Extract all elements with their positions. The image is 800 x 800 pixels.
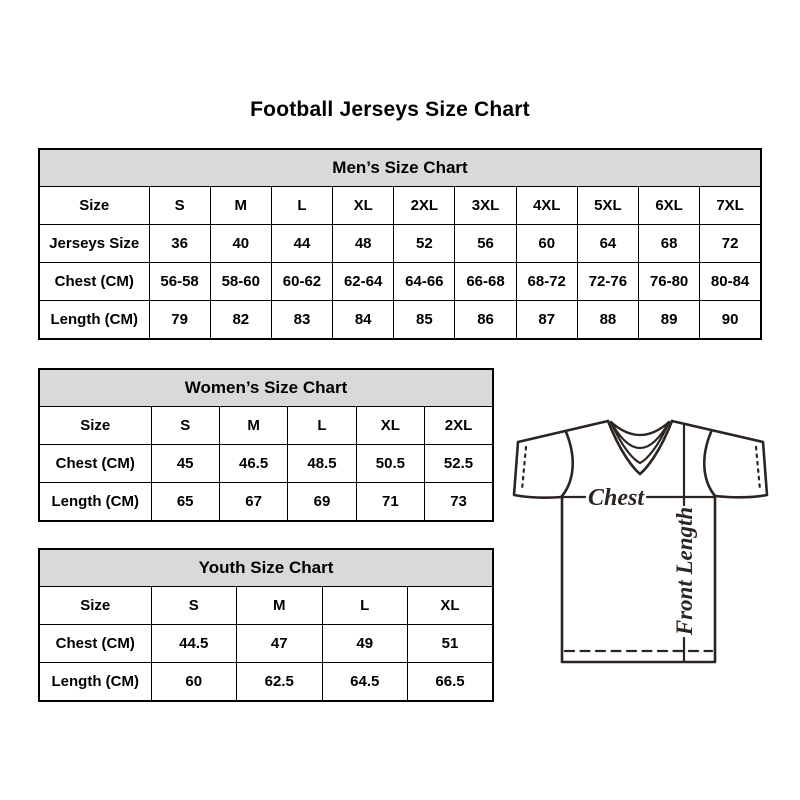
- table-cell: 60: [516, 225, 577, 263]
- row-label: Length (CM): [39, 663, 151, 702]
- table-cell: 60: [151, 663, 237, 702]
- jersey-left-armhole-seam: [562, 432, 573, 496]
- table-row: [39, 483, 493, 522]
- front-length-label: Front Length: [672, 506, 697, 636]
- table-cell: 72-76: [577, 263, 638, 301]
- table-cell: 56-58: [149, 263, 210, 301]
- row-label: Length (CM): [39, 301, 149, 340]
- row-label: Chest (CM): [39, 445, 151, 483]
- row-label: Size: [39, 407, 151, 445]
- cuff-dotted-line-left: [522, 447, 526, 490]
- table-title: Youth Size Chart: [39, 549, 493, 587]
- table-cell: 44.5: [151, 625, 237, 663]
- table-cell: 68: [639, 225, 700, 263]
- table-cell: 82: [210, 301, 271, 340]
- table-cell: 60-62: [271, 263, 332, 301]
- table-cell: L: [322, 587, 408, 625]
- table-row: [39, 625, 493, 663]
- table-cell: 64.5: [322, 663, 408, 702]
- table-cell: 66.5: [408, 663, 494, 702]
- table-cell: 64: [577, 225, 638, 263]
- table-row: [39, 187, 761, 225]
- table-cell: 4XL: [516, 187, 577, 225]
- table-cell: 83: [271, 301, 332, 340]
- table-cell: 52.5: [425, 445, 493, 483]
- table-cell: 50.5: [356, 445, 424, 483]
- table-cell: S: [151, 587, 237, 625]
- jersey-measurement-diagram: [505, 400, 777, 685]
- table-cell: 46.5: [219, 445, 287, 483]
- table-cell: 85: [394, 301, 455, 340]
- table-cell: 2XL: [394, 187, 455, 225]
- table-cell: M: [237, 587, 323, 625]
- table-cell: 66-68: [455, 263, 516, 301]
- table-cell: M: [210, 187, 271, 225]
- table-cell: 80-84: [700, 263, 761, 301]
- table-cell: 6XL: [639, 187, 700, 225]
- table-row: [39, 225, 761, 263]
- table-cell: 36: [149, 225, 210, 263]
- table-cell: 49: [322, 625, 408, 663]
- table-cell: 87: [516, 301, 577, 340]
- table-row: [39, 445, 493, 483]
- table-cell: 5XL: [577, 187, 638, 225]
- table-cell: 44: [271, 225, 332, 263]
- table-cell: 3XL: [455, 187, 516, 225]
- table-cell: 65: [151, 483, 219, 522]
- table-cell: 48: [333, 225, 394, 263]
- row-label: Length (CM): [39, 483, 151, 522]
- table-row: [39, 263, 761, 301]
- table-cell: L: [288, 407, 356, 445]
- table-cell: S: [151, 407, 219, 445]
- page-title: Football Jerseys Size Chart: [250, 98, 530, 121]
- table-row: [39, 407, 493, 445]
- row-label: Chest (CM): [39, 263, 149, 301]
- row-label: Jerseys Size: [39, 225, 149, 263]
- mens-size-table: [38, 148, 762, 340]
- table-cell: 68-72: [516, 263, 577, 301]
- table-cell: 52: [394, 225, 455, 263]
- collar-back-arc: [611, 422, 669, 435]
- table-cell: 72: [700, 225, 761, 263]
- table-cell: 73: [425, 483, 493, 522]
- table-cell: 67: [219, 483, 287, 522]
- table-cell: 45: [151, 445, 219, 483]
- table-cell: 84: [333, 301, 394, 340]
- table-cell: 47: [237, 625, 323, 663]
- row-label: Size: [39, 587, 151, 625]
- table-cell: 90: [700, 301, 761, 340]
- table-cell: 89: [639, 301, 700, 340]
- table-cell: 51: [408, 625, 494, 663]
- table-cell: XL: [333, 187, 394, 225]
- table-row: [39, 663, 493, 702]
- table-cell: 88: [577, 301, 638, 340]
- table-title-row: [39, 549, 493, 587]
- table-cell: 62.5: [237, 663, 323, 702]
- table-cell: L: [271, 187, 332, 225]
- womens-size-table: [38, 368, 494, 522]
- table-row: [39, 587, 493, 625]
- table-cell: 76-80: [639, 263, 700, 301]
- table-cell: S: [149, 187, 210, 225]
- table-cell: 48.5: [288, 445, 356, 483]
- table-cell: XL: [408, 587, 494, 625]
- cuff-dotted-line-right: [756, 447, 760, 490]
- table-title-row: [39, 149, 761, 187]
- table-cell: 2XL: [425, 407, 493, 445]
- table-cell: 71: [356, 483, 424, 522]
- table-cell: XL: [356, 407, 424, 445]
- chest-label: Chest: [587, 485, 645, 511]
- table-cell: 62-64: [333, 263, 394, 301]
- table-cell: 64-66: [394, 263, 455, 301]
- youth-size-table: [38, 548, 494, 702]
- table-title: Women’s Size Chart: [39, 369, 493, 407]
- table-cell: 69: [288, 483, 356, 522]
- row-label: Chest (CM): [39, 625, 151, 663]
- table-cell: 79: [149, 301, 210, 340]
- table-cell: 40: [210, 225, 271, 263]
- table-cell: 7XL: [700, 187, 761, 225]
- table-cell: 56: [455, 225, 516, 263]
- jersey-right-sleeve-outline: [672, 421, 767, 497]
- row-label: Size: [39, 187, 149, 225]
- table-cell: 58-60: [210, 263, 271, 301]
- jersey-right-armhole-seam: [704, 432, 715, 496]
- table-cell: 86: [455, 301, 516, 340]
- table-title-row: [39, 369, 493, 407]
- table-row: [39, 301, 761, 340]
- table-cell: M: [219, 407, 287, 445]
- table-title: Men’s Size Chart: [39, 149, 761, 187]
